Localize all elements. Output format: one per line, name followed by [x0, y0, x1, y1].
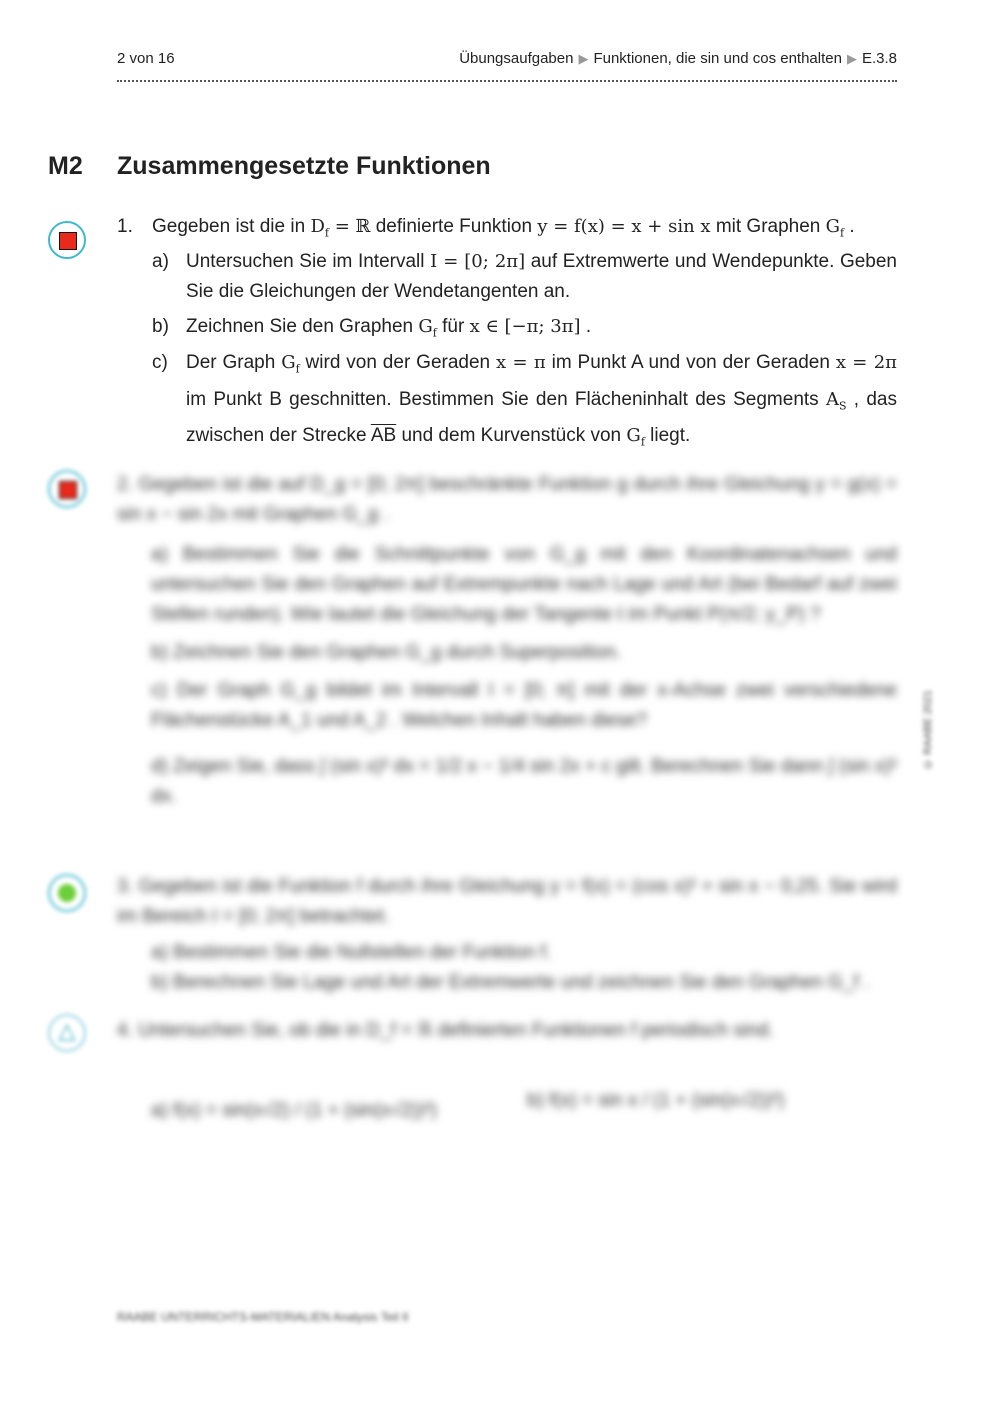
page-number: 2 von 16 [117, 50, 175, 67]
task-4 [117, 1016, 897, 1121]
copyright-note: © RAABE 2021 [922, 690, 934, 770]
triangle-right-icon: ▶ [846, 51, 857, 66]
breadcrumb-item: Funktionen, die sin und cos enthalten [593, 50, 842, 67]
difficulty-triangle-icon [48, 1014, 86, 1052]
subtask-b-text: b) f(x) = sin x / (1 + (sin(x√2))²) [527, 1090, 785, 1111]
breadcrumb-item: Übungsaufgaben [459, 50, 574, 67]
triangle-right-icon: ▶ [578, 51, 589, 66]
subtask-b-text: b) Berechnen Sie Lage und Art der Extremwerte und zeichnen Sie den Graphen G_f . [151, 972, 870, 993]
page-footer: RAABE UNTERRICHTS-MATERIALIEN Analysis Teil II [117, 1310, 409, 1324]
breadcrumb-item: E.3.8 [861, 50, 897, 67]
subtask-a-text: a) Bestimmen Sie die Nullstellen der Funktion f. [151, 942, 552, 963]
difficulty-circle-icon [48, 874, 86, 912]
subtask-d-text: d) Zeigen Sie, dass ∫ (sin x)² dx = 1/2 x − 1/4 sin 2x + c gilt. Berechnen Sie dann ∫ (sin x)² dx. [151, 756, 897, 807]
difficulty-square-icon [48, 470, 86, 508]
subtask-b-text: b) Zeichnen Sie den Graphen G_g durch Superposition. [151, 642, 622, 663]
subtask-c-text: c) Der Graph G_g bildet im Intervall I = [0; π] mit der x-Achse zwei verschiedene Flächenstücke A_1 und A_2 . Welchen Inhalt haben diese? [151, 680, 897, 731]
subtask-label: c) [152, 352, 168, 373]
subtask-label: b) [152, 316, 169, 337]
task-intro: Gegeben ist die in $D_f$ = ℝ definierte Funktion y = f(x) = x + sin x mit Graphen $G_f$ . [152, 216, 855, 240]
section-title: Zusammengesetzte Funktionen [117, 152, 491, 180]
task-number: 1. [117, 216, 133, 237]
task-intro: 2. Gegeben ist die auf D_g = [0; 2π] beschränkte Funktion g durch ihre Gleichung y = g(x) = sin x − sin 2x mit Graphen G_g . [117, 474, 897, 525]
task-2 [117, 470, 897, 812]
task-1 [0, 212, 1000, 449]
subtask-a-text: a) Bestimmen Sie die Schnittpunkte von G_g mit den Koordinatenachsen und untersuchen Sie den Graphen auf Extrempunkte nach Lage und Art (bei Bedarf auf zwei Stellen runden). Wie lautet die Gleichung der Tangente t im Punkt P(π/2; y_P) ? [151, 544, 897, 625]
section-code: M2 [48, 152, 83, 180]
breadcrumb [459, 50, 897, 67]
subtask-c-text: Der Graph $G_f$ wird von der Geraden x = π im Punkt A und von der Geraden x = 2π im Punkt B geschnitten. Bestimmen Sie den Flächeninhalt des Segments $A_S$ , das zwischen der Strecke $\overline{AB}$ und dem Kurvenstück von $G_f$ liegt. [186, 352, 897, 449]
subtask-label: a) [152, 251, 169, 272]
task-intro: 3. Gegeben ist die Funktion f durch ihre Gleichung y = f(x) = (cos x)² + sin x − 0,25. Sie wird im Bereich I = [0; 2π] betrachtet. [117, 876, 897, 927]
subtask-b-text: Zeichnen Sie den Graphen $G_f$ für x ∈ [−π; 3π] . [186, 316, 592, 340]
task-intro: 4. Untersuchen Sie, ob die in D_f = ℝ definierten Funktionen f periodisch sind. [117, 1020, 774, 1041]
subtask-a-text: a) f(x) = sin(x√2) / (1 + (sin(x√2))²) [151, 1100, 437, 1121]
subtask-a-text: Untersuchen Sie im Intervall I = [0; 2π] auf Extremwerte und Wendepunkte. Geben Sie die Gleichungen der Wendetangenten an. [186, 251, 897, 302]
page-header [117, 50, 897, 82]
task-3 [117, 872, 897, 998]
